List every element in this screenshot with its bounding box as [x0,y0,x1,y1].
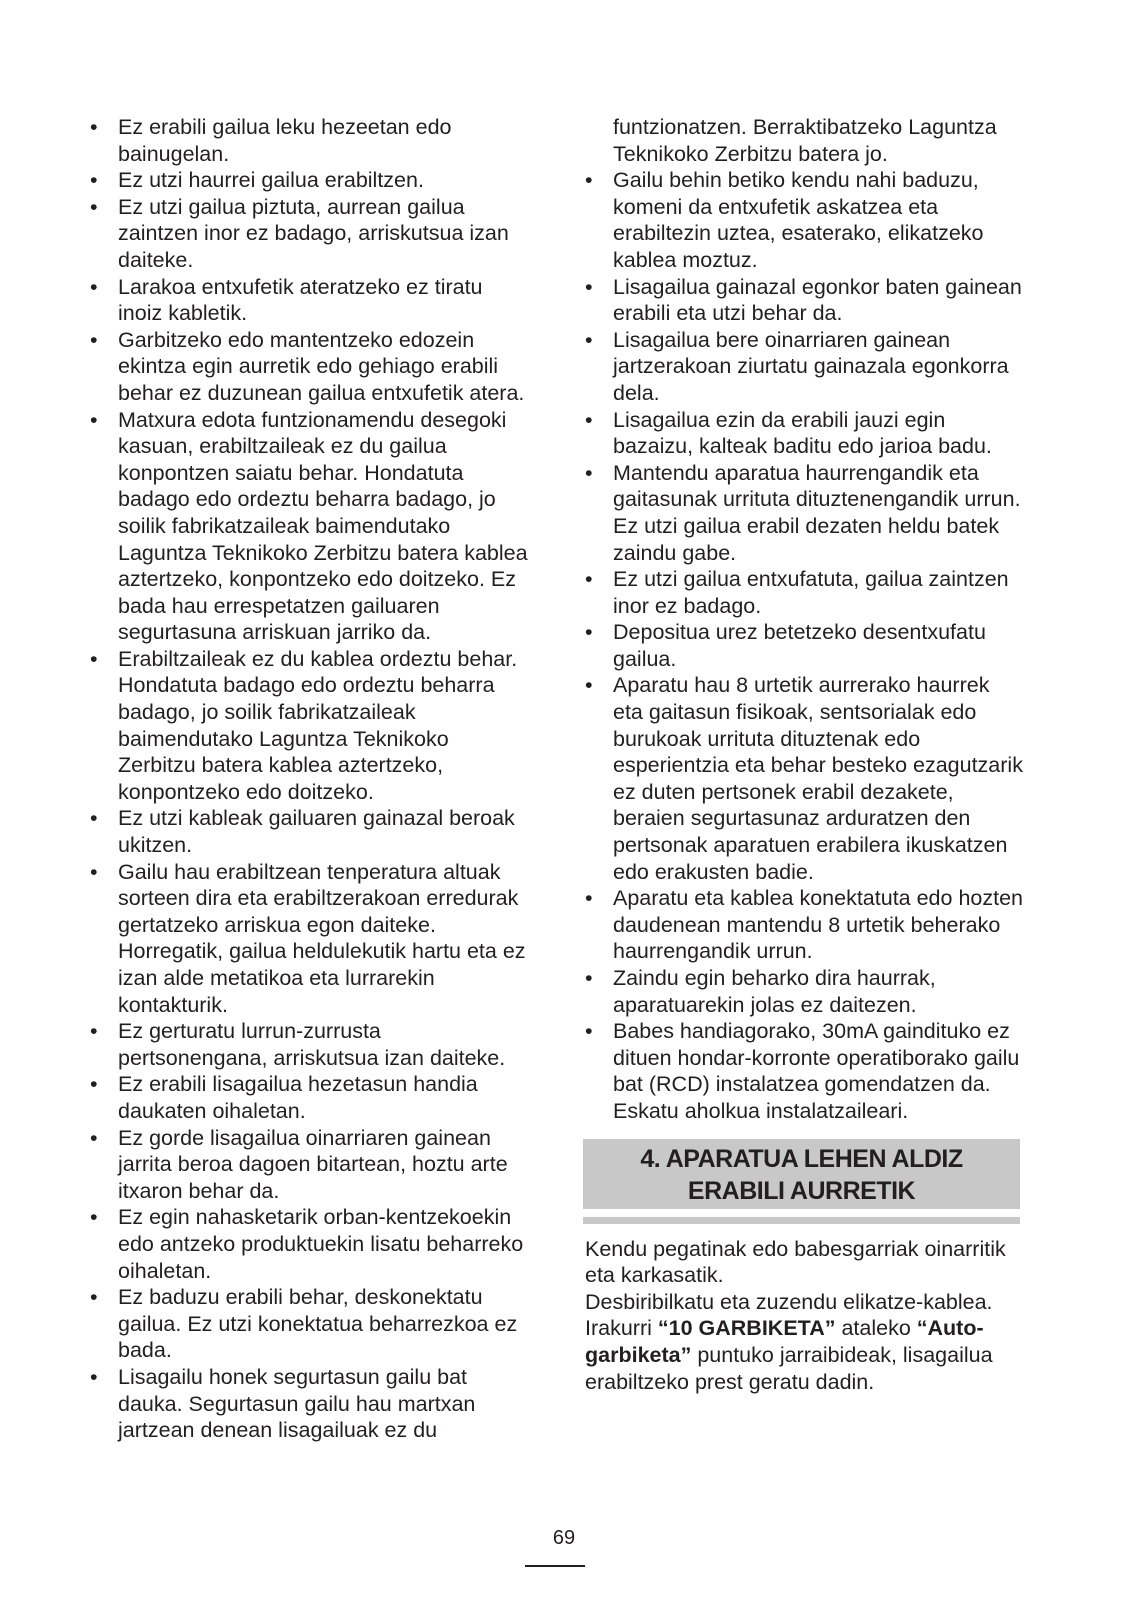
list-item: • Lisagailu honek segurtasun gailu bat dauka. Segurtasun gailu hau martxan jartzean denean lisagailuak ez du [90,1364,530,1444]
list-item: • Ez utzi kableak gailuaren gainazal beroak ukitzen. [90,805,530,858]
section-reference: “10 GARBIKETA” [657,1316,836,1341]
safety-list-left [90,114,530,1444]
page-number: 69 [552,1527,576,1549]
list-item: • Ez erabili lisagailua hezetasun handia daukaten oihaletan. [90,1071,530,1124]
list-item: • Erabiltzaileak ez du kablea ordeztu behar. Hondatuta badago edo ordeztu beharra badago, jo soilik fabrikatzaileak baimendutako Laguntza Teknikoko Zerbitzu batera kablea aztertzeko, konpontzeko edo doitzeko. [90,646,530,806]
list-item: • Ez gorde lisagailua oinarriaren gainean jarrita beroa dagoen bitartean, hoztu arte itxaron behar da. [90,1125,530,1205]
page-number-underline [525,1565,585,1567]
list-item: • Lisagailua ezin da erabili jauzi egin bazaizu, kalteak baditu edo jarioa badu. [585,407,1025,460]
intro-paragraph [585,1315,1025,1395]
list-item: • Garbitzeko edo mantentzeko edozein ekintza egin aurretik edo gehiago erabili behar ez duzunean gailua entxufetik atera. [90,327,530,407]
list-item: • Babes handiagorako, 30mA gaindituko ez dituen hondar-korronte operatiborako gailu bat (RCD) instalatzea gomendatzen da. Eskatu aholkua instalatzaileari. [585,1018,1025,1124]
list-item: • Larakoa entxufetik ateratzeko ez tiratu inoiz kabletik. [90,274,530,327]
list-item: • Ez utzi gailua entxufatuta, gailua zaintzen inor ez badago. [585,566,1025,619]
list-item: • Gailu behin betiko kendu nahi baduzu, komeni da entxufetik askatzea eta erabiltezin uztea, esaterako, elikatzeko kablea moztuz. [585,167,1025,273]
intro-text: ataleko [835,1316,917,1341]
list-item: • Ez utzi gailua piztuta, aurrean gailua zaintzen inor ez badago, arriskutsua izan daiteke. [90,194,530,274]
intro-text: puntuko jarraibideak, lisagailua erabiltzeko prest geratu dadin. [585,1342,993,1394]
list-item: • Ez gerturatu lurrun-zurrusta pertsonengana, arriskutsua izan daiteke. [90,1018,530,1071]
list-item: • Matxura edota funtzionamendu desegoki kasuan, erabiltzaileak ez du gailua konpontzen saiatu behar. Hondatuta badago edo ordeztu beharra badago, jo soilik fabrikatzaileak baimendutako Laguntza Teknikoko Zerbitzu batera kablea aztertzeko, konpontzeko edo doitzeko. Ez bada hau errespetatzen gailuaren segurtasuna arriskuan jarriko da. [90,407,530,646]
section-intro [585,1236,1025,1396]
intro-paragraph: Kendu pegatinak edo babesgarriak oinarritik eta karkasatik. [585,1236,1006,1288]
list-item: • Ez erabili gailua leku hezeetan edo bainugelan. [90,114,530,167]
list-item: • Lisagailua bere oinarriaren gainean jartzerakoan ziurtatu gainazala egonkorra dela. [585,327,1025,407]
page-footer [0,1526,1128,1550]
left-column [90,114,530,1444]
right-column [585,114,1025,1395]
list-item: • Lisagailua gainazal egonkor baten gainean erabili eta utzi behar da. [585,274,1025,327]
list-item: • Ez baduzu erabili behar, deskonektatu gailua. Ez utzi konektatua beharrezkoa ez bada. [90,1284,530,1364]
intro-paragraph: Desbiribilkatu eta zuzendu elikatze-kablea. [585,1289,993,1314]
safety-list-right [585,167,1025,1124]
list-item: • Depositua urez betetzeko desentxufatu gailua. [585,619,1025,672]
section-heading: 4. APARATUA LEHEN ALDIZ ERABILI AURRETIK [583,1139,1020,1209]
continued-text: funtzionatzen. Berraktibatzeko Laguntza Teknikoko Zerbitzu batera jo. [613,115,997,166]
section-reference: “Auto-garbiketa” [585,1316,984,1367]
intro-text: Irakurri [585,1316,658,1341]
heading-divider [583,1217,1020,1224]
list-item: • Ez egin nahasketarik orban-kentzekoekin edo antzeko produktuekin lisatu beharreko oihaletan. [90,1204,530,1284]
list-item: • Gailu hau erabiltzean tenperatura altuak sorteen dira eta erabiltzerakoan erredurak gertatzeko arriskua egon daiteke. Horregatik, gailua heldulekutik hartu eta ez izan alde metatikoa eta lurrarekin kontakturik. [90,859,530,1019]
list-item: • Ez utzi haurrei gailua erabiltzen. [90,167,530,194]
list-item: • Zaindu egin beharko dira haurrak, aparatuarekin jolas ez daitezen. [585,965,1025,1018]
list-item: • Aparatu eta kablea konektatuta edo hozten daudenean mantendu 8 urtetik beherako haurrengandik urrun. [585,885,1025,965]
list-item: • Mantendu aparatua haurrengandik eta gaitasunak urrituta dituztenengandik urrun. Ez utzi gailua erabil dezaten heldu batek zaindu gabe. [585,460,1025,566]
list-item: • Aparatu hau 8 urtetik aurrerako haurrek eta gaitasun fisikoak, sentsorialak edo burukoak urrituta dituztenak edo esperientzia eta behar besteko ezagutzarik ez duten pertsonek erabil dezakete, beraien segurtasunaz arduratzen den pertsonak aparatuen erabilera ikuskatzen edo erakusten badie. [585,672,1025,885]
